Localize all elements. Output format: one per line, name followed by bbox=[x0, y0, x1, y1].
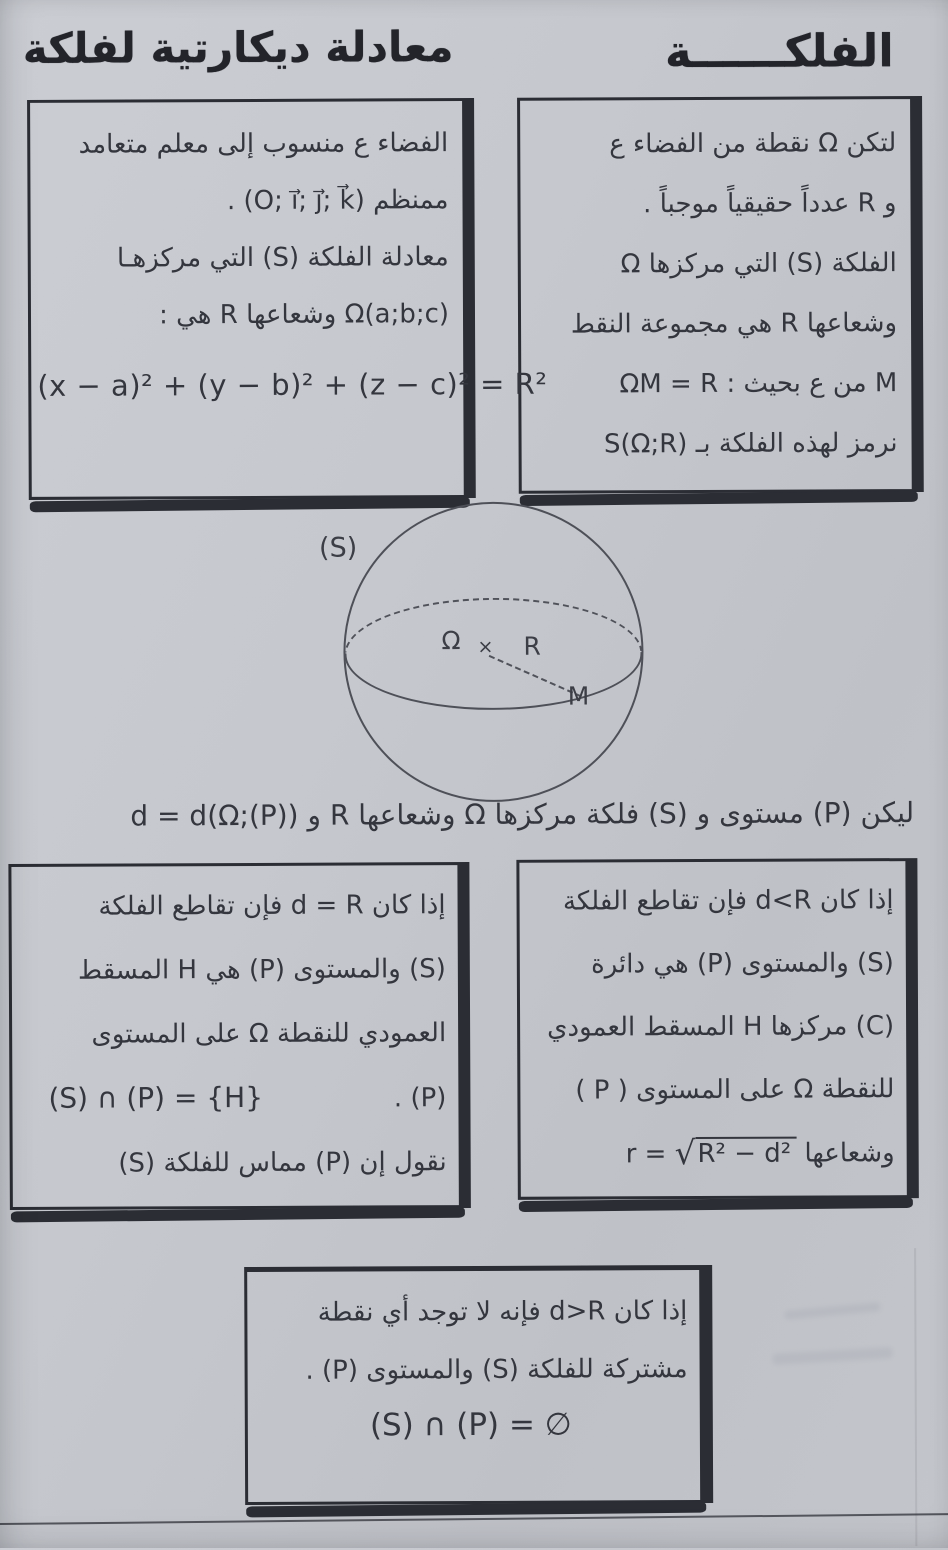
center-mark: × bbox=[477, 635, 494, 658]
tangent-case-line: (S) والمستوى (P) هي H المسقط bbox=[77, 954, 446, 986]
ink-bleed-through-mark bbox=[784, 1302, 880, 1320]
box-shadow-stroke bbox=[11, 1207, 465, 1223]
sphere-diagram bbox=[318, 501, 644, 802]
cartesian-line: Ω(a;b;c) وشعاعها R هي : bbox=[159, 299, 450, 331]
definition-line: الفلكة (S) التي مركزها Ω bbox=[620, 248, 897, 280]
radius-word: وشعاعها bbox=[804, 1138, 895, 1169]
box-shadow-stroke bbox=[246, 1502, 706, 1518]
definition-line: نرمز لهذه الفلكة بـ S(Ω;R) bbox=[603, 428, 898, 460]
empty-case-line: مشتركة للفلكة (S) والمستوى (P) . bbox=[305, 1354, 688, 1386]
empty-case-line: إذا كان d>R فإنه لا توجد أي نقطة bbox=[317, 1296, 688, 1328]
sphere-label: (S) bbox=[318, 532, 358, 564]
circle-radius-line bbox=[527, 1121, 895, 1187]
tangent-case-line: العمودي للنقطة Ω على المستوى bbox=[91, 1018, 447, 1050]
cartesian-line: ممنظم (O; i⃗; j⃗; k⃗) . bbox=[226, 185, 449, 217]
page-title-cartesian-equation: معادلة ديكارتية لفلكة bbox=[22, 22, 454, 73]
plane-reference: (P) . bbox=[393, 1083, 447, 1114]
empty-intersection-equation: (S) ∩ (P) = ∅ bbox=[369, 1406, 572, 1444]
circle-case-line: (S) والمستوى (P) هي دائرة bbox=[590, 948, 894, 980]
box-shadow-stroke bbox=[519, 1197, 913, 1212]
definition-line: و R عدداً حقيقياً موجباً . bbox=[643, 188, 897, 220]
circle-case-line: (C) مركزها H المسقط العمودي bbox=[547, 1011, 895, 1043]
tangent-case-line: إذا كان d = R فإن تقاطع الفلكة bbox=[98, 890, 446, 922]
cartesian-equation-box bbox=[27, 98, 548, 500]
empty-intersection-box bbox=[244, 1265, 713, 1505]
center-label: Ω bbox=[441, 626, 461, 656]
radicand: R² − d² bbox=[695, 1137, 796, 1169]
cartesian-line: الفضاء ع منسوب إلى معلم متعامد bbox=[78, 128, 449, 160]
paper-crease-line bbox=[914, 1248, 917, 1546]
sphere-cartesian-equation: (x − a)² + (y − b)² + (z − c)² = R² bbox=[37, 366, 548, 403]
point-m-label: M bbox=[567, 681, 590, 711]
circle-case-line: للنقطة Ω على المستوى ( P ) bbox=[575, 1074, 895, 1106]
radical-sign: √ bbox=[674, 1134, 696, 1173]
ink-bleed-through-mark bbox=[772, 1347, 892, 1365]
tangent-closing-line: نقول إن (P) مماس للفلكة (S) bbox=[118, 1147, 447, 1179]
plane-sphere-setup-line: ليكن (P) مستوى و (S) فلكة مركزها Ω وشعاعها R و d = d(Ω;(P)) bbox=[130, 796, 915, 833]
sphere-definition-box bbox=[517, 96, 924, 494]
sphere-equator bbox=[344, 597, 642, 710]
intersection-circle-box bbox=[516, 858, 918, 1200]
circle-case-line: إذا كان d<R فإن تقاطع الفلكة bbox=[562, 885, 894, 917]
definition-line: وشعاعها R هي مجموعة النقط bbox=[570, 308, 898, 340]
radius-lhs: r = bbox=[625, 1139, 675, 1170]
page-title-sphere: الفلكــــــة bbox=[664, 24, 894, 79]
radius-label: R bbox=[523, 631, 541, 661]
definition-line: M من ع بحيث : ΩM = R bbox=[619, 368, 898, 400]
radius-formula bbox=[626, 1122, 797, 1187]
tangent-equation-line bbox=[18, 1065, 446, 1132]
tangent-plane-box bbox=[8, 862, 471, 1210]
tangent-intersection-equation: (S) ∩ (P) = {H} bbox=[48, 1080, 264, 1115]
definition-line: لتكن Ω نقطة من الفضاء ع bbox=[609, 128, 897, 160]
cartesian-line: معادلة الفلكة (S) التي مركزهـا bbox=[116, 242, 449, 274]
